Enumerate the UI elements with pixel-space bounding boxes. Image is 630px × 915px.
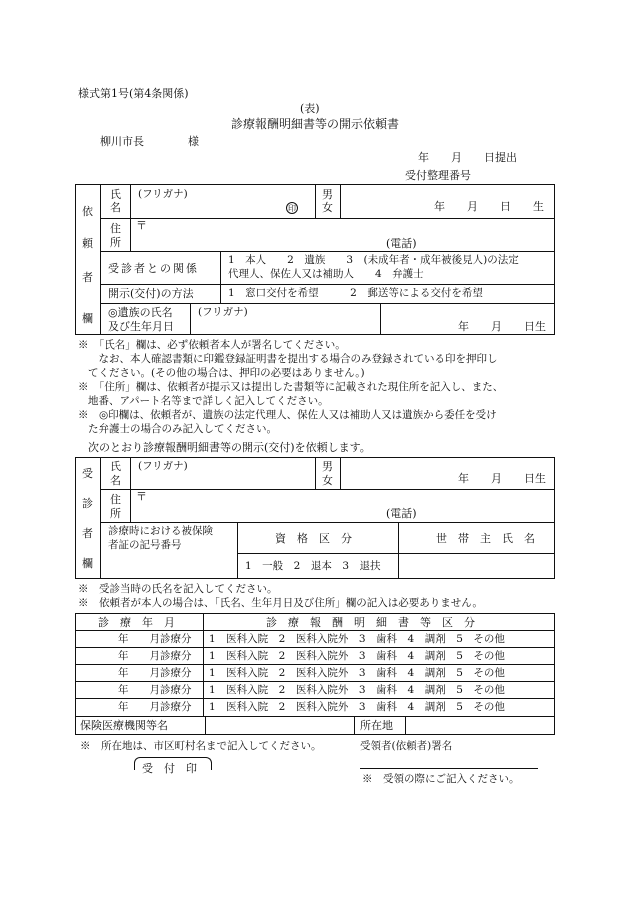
detail-row-3-month: 年 月診療分 xyxy=(118,667,192,679)
requester-sex-female: 女 xyxy=(322,201,333,214)
requester-name-label-1: 氏 xyxy=(110,188,121,201)
note-1-line-5: 地番、アパート名等まで詳しく記入してください。 xyxy=(88,395,329,407)
receipt-signature-label: 受領者(依頼者)署名 xyxy=(360,740,453,752)
receipt-stamp-label: 受 付 印 xyxy=(142,762,197,775)
detail-row-5-month: 年 月診療分 xyxy=(118,701,192,713)
note-1-line-6: ※ ◎印欄は、依頼者が、遺族の法定代理人、保佐人又は補助人又は遺族から委任を受け xyxy=(78,409,497,421)
note-1-line-7: た弁護士の場合のみ記入してください。 xyxy=(88,423,277,435)
institution-label: 保険医療機関等名 xyxy=(80,719,168,732)
patient-side-label-2: 診 xyxy=(82,497,93,510)
signature-line xyxy=(360,768,538,769)
form-id: 様式第1号(第4条関係) xyxy=(78,87,189,100)
note-1-line-3: てください。(その他の場合は、押印の必要はありません。) xyxy=(88,367,365,379)
request-sentence: 次のとおり診療報酬明細書等の開示(交付)を依頼します。 xyxy=(88,441,371,454)
bereaved-birth: 年 月 日生 xyxy=(458,320,546,333)
household-header: 世 帯 主 氏 名 xyxy=(436,532,535,545)
requester-side-label-2: 頼 xyxy=(82,237,93,250)
patient-name-label-2: 名 xyxy=(110,474,121,487)
patient-address-label-1: 住 xyxy=(110,493,121,506)
patient-furigana: (フリガナ) xyxy=(138,460,188,472)
detail-row-5-options: 1 医科入院 2 医科入院外 3 歯科 4 調剤 5 その他 xyxy=(209,701,505,713)
location-label: 所在地 xyxy=(360,719,393,732)
patient-address-label-2: 所 xyxy=(110,507,121,520)
note-1-line-2: なお、本人確認書類に印鑑登録証明書を提出する場合のみ登録されている印を押印し xyxy=(88,353,498,365)
detail-row-3-options: 1 医科入院 2 医科入院外 3 歯科 4 調剤 5 その他 xyxy=(209,667,505,679)
qualification-header: 資 格 区 分 xyxy=(275,532,352,545)
note-2-line-1: ※ 受診当時の氏名を記入してください。 xyxy=(78,583,278,595)
receipt-note: ※ 受領の際にご記入ください。 xyxy=(362,773,520,785)
patient-side-label-3: 者 xyxy=(82,527,93,540)
requester-address-label-2: 所 xyxy=(110,236,121,249)
addressee: 柳川市長 様 xyxy=(100,135,199,148)
patient-side-label-4: 欄 xyxy=(82,557,93,570)
patient-side-label-1: 受 xyxy=(82,467,93,480)
relation-options-2: 代理人、保佐人又は補助人 4 弁護士 xyxy=(228,268,424,280)
insurance-label-2: 者証の記号番号 xyxy=(108,539,182,551)
relation-options-1: 1 本人 2 遺族 3 (未成年者・成年被後見人)の法定 xyxy=(228,254,519,266)
requester-sex-male: 男 xyxy=(322,188,333,201)
relation-label: 受診者との関係 xyxy=(108,262,199,275)
requester-side-label-3: 者 xyxy=(82,271,93,284)
detail-row-1-options: 1 医科入院 2 医科入院外 3 歯科 4 調剤 5 その他 xyxy=(209,633,505,645)
patient-postal-mark: 〒 xyxy=(136,490,147,503)
note-1-line-4: ※ 「住所」欄は、依頼者が提示又は提出した書類等に記載された現住所を記入し、また、 xyxy=(78,381,504,393)
note-2-line-2: ※ 依頼者が本人の場合は、「氏名、生年月日及び住所」欄の記入は必要ありません。 xyxy=(78,597,483,609)
method-options: 1 窓口交付を希望 2 郵送等による交付を希望 xyxy=(228,287,483,299)
receipt-number-label: 受付整理番号 xyxy=(405,169,471,182)
requester-phone: (電話) xyxy=(386,237,417,250)
detail-row-1-month: 年 月診療分 xyxy=(118,633,192,645)
requester-furigana: (フリガナ) xyxy=(138,188,188,200)
detail-row-4-options: 1 医科入院 2 医科入院外 3 歯科 4 調剤 5 その他 xyxy=(209,684,505,696)
insurance-label-1: 診療時における被保険 xyxy=(108,525,213,537)
bereaved-label-1: ◎遺族の氏名 xyxy=(108,306,173,319)
location-note: ※ 所在地は、市区町村名まで記入してください。 xyxy=(80,740,322,752)
submit-date: 年 月 日提出 xyxy=(418,151,517,164)
patient-phone: (電話) xyxy=(386,507,417,520)
detail-row-2-month: 年 月診療分 xyxy=(118,650,192,662)
page-title: 診療報酬明細書等の開示依頼書 xyxy=(231,117,400,131)
patient-sex-female: 女 xyxy=(322,474,333,487)
requester-name-label-2: 名 xyxy=(110,201,121,214)
detail-col1-header: 診 療 年 月 xyxy=(98,616,175,629)
detail-row-4-month: 年 月診療分 xyxy=(118,684,192,696)
bereaved-furigana: (フリガナ) xyxy=(198,306,248,318)
requester-address-label-1: 住 xyxy=(110,222,121,235)
requester-side-label-4: 欄 xyxy=(82,312,93,325)
requester-postal-mark: 〒 xyxy=(136,219,147,232)
patient-name-label-1: 氏 xyxy=(110,460,121,473)
note-1-line-1: ※ 「氏名」欄は、必ず依頼者本人が署名してください。 xyxy=(78,339,346,351)
patient-sex-male: 男 xyxy=(322,460,333,473)
seal-icon: 印 xyxy=(288,204,296,213)
qualification-options: 1 一般 2 退本 3 退扶 xyxy=(245,560,381,572)
front-marker: (表) xyxy=(300,102,320,115)
method-label: 開示(交付)の方法 xyxy=(108,287,194,300)
requester-birthdate: 年 月 日 生 xyxy=(434,200,544,213)
patient-birthdate: 年 月 日生 xyxy=(458,472,546,485)
detail-row-2-options: 1 医科入院 2 医科入院外 3 歯科 4 調剤 5 その他 xyxy=(209,650,505,662)
requester-side-label-1: 依 xyxy=(82,205,93,218)
bereaved-label-2: 及び生年月日 xyxy=(108,320,174,333)
detail-col2-header: 診 療 報 酬 明 細 書 等 区 分 xyxy=(266,616,475,629)
